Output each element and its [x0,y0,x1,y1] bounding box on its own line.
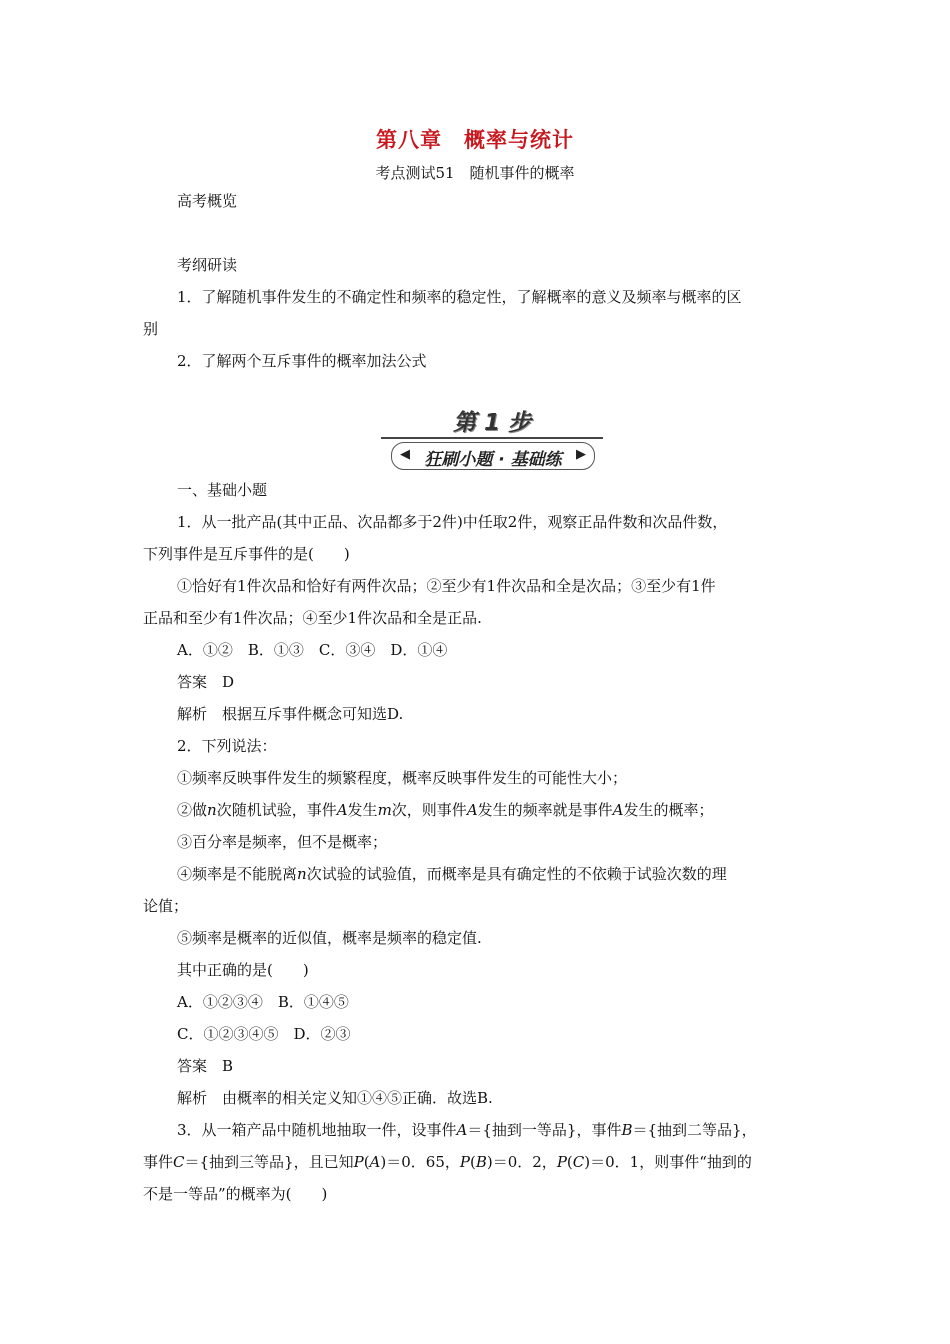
q1-options: A．①② B．①③ C．③④ D．①④ [177,641,448,659]
q2-question: 其中正确的是( ) [177,961,309,979]
outline-item-1: 1．了解随机事件发生的不确定性和频率的稳定性，了解概率的意义及频率与概率的区 [177,288,742,306]
outline-heading: 考纲研读 [177,256,238,274]
q3-stem-cont: 事件C＝{抽到三等品}，且已知P(A)＝0．65，P(B)＝0．2，P(C)＝0．1，则事件“抽到的 [143,1153,752,1171]
q3-stem: 3．从一箱产品中随机地抽取一件，设事件A＝{抽到一等品}，事件B＝{抽到二等品}， [177,1121,757,1139]
q1-statements: ①恰好有1件次品和恰好有两件次品；②至少有1件次品和全是次品；③至少有1件 [177,577,716,595]
right-arrow-icon: ▶ [576,447,586,462]
q2-options-cd: C．①②③④⑤ D．②③ [177,1025,351,1043]
q2-stem: 2．下列说法： [177,737,277,755]
test-subtitle: 考点测试51 随机事件的概率 [375,164,575,182]
outline-item-2: 2．了解两个互斥事件的概率加法公式 [177,352,427,370]
q2-statement-5: ⑤频率是概率的近似值，概率是频率的稳定值. [177,929,482,947]
q2-statement-2: ②做n次随机试验，事件A发生m次，则事件A发生的频率就是事件A发生的概率； [177,801,714,819]
q3-stem-end: 不是一等品”的概率为( ) [143,1185,328,1203]
step-title: 第 1 步 [452,410,532,436]
q2-statement-3: ③百分率是频率，但不是概率； [177,833,388,851]
banner-divider [381,437,603,439]
left-arrow-icon: ◀ [400,447,410,462]
section-heading: 一、基础小题 [177,481,268,499]
q2-analysis: 解析 由概率的相关定义知①④⑤正确．故选B. [177,1089,493,1107]
q1-stem: 1．从一批产品(其中正品、次品都多于2件)中任取2件，观察正品件数和次品件数， [177,513,728,531]
outline-item-1-cont: 别 [143,320,159,338]
overview-heading: 高考概览 [177,192,238,210]
banner-pill [391,442,595,470]
q1-answer: 答案 D [177,673,235,691]
q2-statement-1: ①频率反映事件发生的频繁程度，概率反映事件发生的可能性大小； [177,769,628,787]
chapter-title: 第八章 概率与统计 [376,127,574,152]
step-banner [381,404,603,470]
q1-statements-cont: 正品和至少有1件次品；④至少1件次品和全是正品. [143,609,482,627]
q2-options-ab: A．①②③④ B．①④⑤ [177,993,349,1011]
q2-statement-4: ④频率是不能脱离n次试验的试验值，而概率是具有确定性的不依赖于试验次数的理 [177,865,727,883]
banner-label: 狂刷小题 · 基础练 [424,450,562,470]
q2-answer: 答案 B [177,1057,234,1075]
q1-stem-cont: 下列事件是互斥事件的是( ) [143,545,350,563]
q1-analysis: 解析 根据互斥事件概念可知选D. [177,705,404,723]
q2-statement-4-cont: 论值； [143,897,189,915]
